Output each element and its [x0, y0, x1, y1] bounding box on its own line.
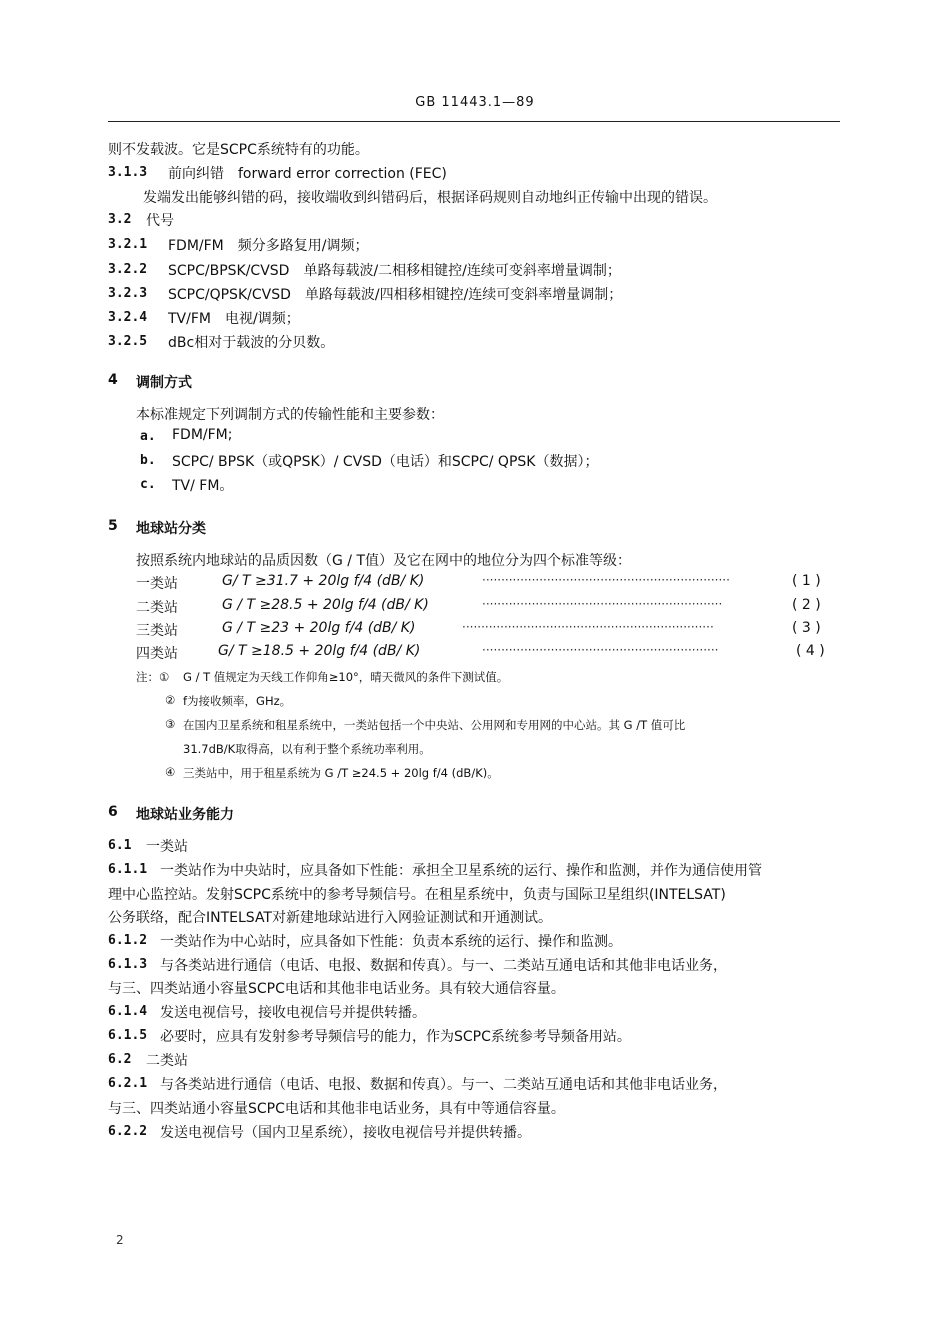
clause-title: 二类站 — [146, 1053, 188, 1069]
note-text: 在国内卫星系统和租星系统中，一类站包括一个中央站、公用网和专用网的中心站。其 G /T 值可比 — [183, 718, 686, 732]
document-header: GB 11443.1—89 — [415, 95, 535, 110]
clause-title: 代号 — [146, 213, 174, 229]
clause-text: FDM/FM 频分多路复用/调频； — [168, 238, 369, 254]
note-text: G / T 值规定为天线工作仰角≥10°，晴天微风的条件下测试值。 — [183, 670, 509, 684]
paragraph-line: 一类站作为中央站时，应具备如下性能：承担全卫星系统的运行、操作和监测，并作为通信使用管 — [160, 863, 762, 879]
clause-number: 3.2.3 — [108, 286, 148, 301]
list-marker: a. — [140, 429, 156, 444]
station-class-label: 三类站 — [136, 623, 178, 639]
equation-number: ( 2 ) — [792, 597, 821, 613]
formula: G / T ≥23 + 20lg f/4 (dB/ K) — [222, 620, 416, 636]
dot-leader: ································································· — [482, 573, 730, 587]
formula: G/ T ≥31.7 + 20lg f/4 (dB/ K) — [222, 573, 425, 589]
clause-number: 6.2 — [108, 1052, 132, 1067]
clause-number: 6.1.2 — [108, 933, 148, 948]
note-marker: ③ — [165, 717, 176, 731]
clause-number: 3.2 — [108, 212, 132, 227]
station-class-label: 二类站 — [136, 600, 178, 616]
paragraph-line: 发端发出能够纠错的码，接收端收到纠错码后，根据译码规则自动地纠正传输中出现的错误。 — [143, 190, 717, 206]
clause-text: TV/FM 电视/调频； — [168, 311, 300, 327]
paragraph-line: 必要时，应具有发射参考导频信号的能力，作为SCPC系统参考导频备用站。 — [160, 1029, 631, 1045]
equation-number: ( 4 ) — [796, 643, 825, 659]
clause-number: 6.1 — [108, 838, 132, 853]
section-number: 6 — [108, 804, 118, 820]
section-title: 调制方式 — [136, 375, 192, 391]
clause-title: 一类站 — [146, 839, 188, 855]
list-marker: b. — [140, 453, 156, 468]
list-item: TV/ FM。 — [172, 478, 234, 494]
section-title: 地球站分类 — [136, 521, 206, 537]
note-marker: ④ — [165, 765, 176, 779]
paragraph-line: 与三、四类站通小容量SCPC电话和其他非电话业务。具有较大通信容量。 — [108, 981, 565, 997]
clause-text: SCPC/BPSK/CVSD 单路每载波/二相移相键控/连续可变斜率增量调制； — [168, 263, 621, 279]
paragraph-line: 本标准规定下列调制方式的传输性能和主要参数： — [136, 407, 444, 423]
paragraph-line: 公务联络，配合INTELSAT对新建地球站进行入网验证测试和开通测试。 — [108, 910, 552, 926]
clause-number: 3.2.5 — [108, 334, 148, 349]
list-marker: c. — [140, 477, 156, 492]
paragraph-line: 发送电视信号（国内卫星系统），接收电视信号并提供转播。 — [160, 1125, 531, 1141]
header-rule — [108, 121, 840, 122]
clause-number: 3.1.3 — [108, 165, 148, 180]
paragraph-line: 则不发载波。它是SCPC系统特有的功能。 — [108, 142, 369, 158]
clause-number: 3.2.4 — [108, 310, 148, 325]
paragraph-line: 与三、四类站通小容量SCPC电话和其他非电话业务，具有中等通信容量。 — [108, 1101, 565, 1117]
clause-number: 3.2.1 — [108, 237, 148, 252]
note-text: 三类站中，用于租星系统为 G /T ≥24.5 + 20lg f/4 (dB/K)。 — [183, 766, 499, 780]
paragraph-line: 与各类站进行通信（电话、电报、数据和传真）。与一、二类站互通电话和其他非电话业务， — [160, 1077, 727, 1093]
formula: G/ T ≥18.5 + 20lg f/4 (dB/ K) — [218, 643, 421, 659]
clause-title: 前向纠错 forward error correction (FEC) — [168, 166, 447, 182]
dot-leader: ······························································ — [482, 643, 719, 657]
paragraph-line: 按照系统内地球站的品质因数（G / T值）及它在网中的地位分为四个标准等级： — [136, 553, 632, 569]
section-number: 5 — [108, 518, 118, 534]
station-class-label: 一类站 — [136, 576, 178, 592]
paragraph-line: 理中心监控站。发射SCPC系统中的参考导频信号。在租星系统中，负责与国际卫星组织(INTELSAT) — [108, 887, 726, 903]
list-item: SCPC/ BPSK（或QPSK）/ CVSD（电话）和SCPC/ QPSK（数据）； — [172, 454, 599, 470]
note-marker: ② — [165, 693, 176, 707]
clause-text: dBc相对于载波的分贝数。 — [168, 335, 335, 351]
equation-number: ( 1 ) — [792, 573, 821, 589]
dot-leader: ······························································· — [482, 597, 723, 611]
equation-number: ( 3 ) — [792, 620, 821, 636]
section-number: 4 — [108, 372, 118, 388]
section-title: 地球站业务能力 — [136, 807, 234, 823]
clause-number: 6.2.1 — [108, 1076, 148, 1091]
note-text: 31.7dB/K取得高，以有利于整个系统功率利用。 — [183, 742, 431, 756]
clause-number: 6.1.4 — [108, 1004, 148, 1019]
clause-text: SCPC/QPSK/CVSD 单路每载波/四相移相键控/连续可变斜率增量调制； — [168, 287, 623, 303]
paragraph-line: 一类站作为中心站时，应具备如下性能：负责本系统的运行、操作和监测。 — [160, 934, 622, 950]
paragraph-line: 与各类站进行通信（电话、电报、数据和传真）。与一、二类站互通电话和其他非电话业务， — [160, 958, 727, 974]
clause-number: 6.1.5 — [108, 1028, 148, 1043]
clause-number: 6.1.3 — [108, 957, 148, 972]
station-class-label: 四类站 — [136, 646, 178, 662]
page-number: 2 — [116, 1233, 124, 1247]
paragraph-line: 发送电视信号，接收电视信号并提供转播。 — [160, 1005, 426, 1021]
list-item: FDM/FM; — [172, 427, 233, 443]
clause-number: 3.2.2 — [108, 262, 148, 277]
formula: G / T ≥28.5 + 20lg f/4 (dB/ K) — [222, 597, 429, 613]
note-marker: 注：① — [136, 670, 170, 684]
dot-leader: ·································································· — [462, 620, 714, 634]
clause-number: 6.2.2 — [108, 1124, 148, 1139]
clause-number: 6.1.1 — [108, 862, 148, 877]
note-text: f为接收频率，GHz。 — [183, 694, 292, 708]
